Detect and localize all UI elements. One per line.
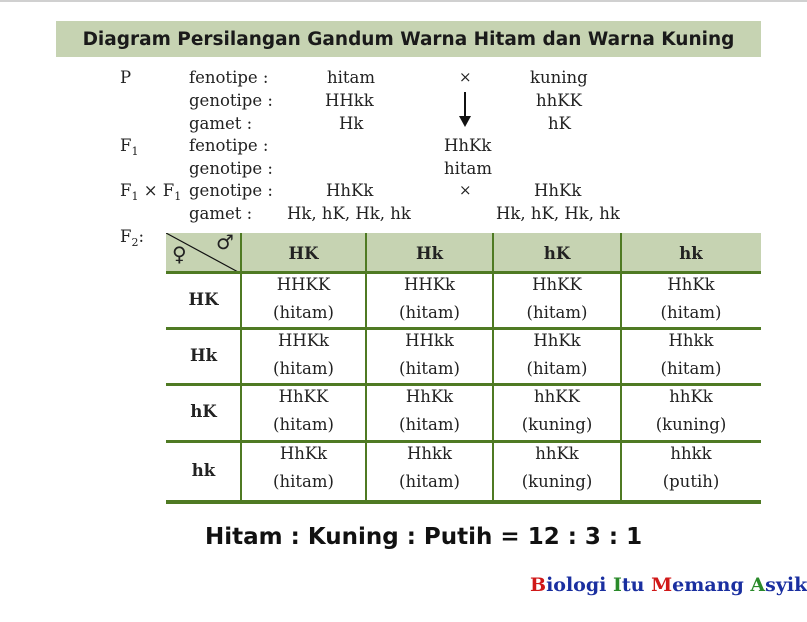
brand-word-rest: syik	[765, 574, 807, 596]
arrow-head-icon	[459, 116, 471, 127]
genotype-cell: hhkk	[670, 444, 712, 463]
phenotype-cell: (hitam)	[526, 359, 588, 378]
genotype-cell: HhKk	[279, 444, 328, 463]
phenotype-cell: (hitam)	[660, 303, 722, 322]
f1xf1-label	[120, 181, 182, 203]
f1xf1-f: F	[120, 181, 132, 200]
genotype-cell: hhKk	[669, 387, 713, 406]
row-header: Hk	[189, 345, 218, 365]
f2-label	[120, 227, 145, 249]
genotype-cell: HhKk	[405, 387, 454, 406]
phenotype-cell: (hitam)	[273, 303, 334, 322]
brand-word-initial: B	[530, 574, 547, 596]
genotype-cell: HhKK	[532, 275, 582, 294]
f1-genotipe: HhKk	[444, 136, 492, 155]
col-header: hk	[679, 243, 703, 263]
f1xf1-gamet-right: Hk, hK, Hk, hk	[496, 204, 620, 223]
gamet-label: gamet :	[189, 114, 253, 133]
grid-vline	[240, 233, 242, 502]
genotype-cell: HHkk	[405, 331, 454, 350]
grid-hline	[166, 500, 761, 504]
phenotype-cell: (hitam)	[399, 303, 460, 322]
f1xf1-sub1: 1	[131, 190, 139, 203]
f1-label	[120, 136, 139, 158]
f1xf1-genotipe-right: HhKk	[534, 181, 582, 200]
f1-letter: F	[120, 136, 132, 155]
grid-vline	[620, 233, 622, 502]
row-header: hk	[191, 460, 216, 480]
phenotype-cell: (hitam)	[660, 359, 722, 378]
title-bar	[56, 21, 761, 57]
f1xf1-gamet-left: Hk, hK, Hk, hk	[287, 204, 411, 223]
f1xf1-genotipe-label: genotipe :	[189, 181, 273, 200]
parent2-gamet: hK	[548, 114, 571, 133]
phenotype-cell: (hitam)	[273, 359, 334, 378]
col-header: Hk	[415, 243, 444, 263]
f1xf1-cross-sign: ×	[459, 181, 472, 199]
grid-hline	[166, 383, 761, 386]
phenotype-cell: (hitam)	[273, 472, 334, 491]
genotype-cell: hhKK	[534, 387, 580, 406]
genotype-cell: hhKk	[535, 444, 579, 463]
f1xf1-gamet-label: gamet :	[189, 204, 253, 223]
phenotype-cell: (kuning)	[655, 415, 727, 434]
genotype-cell: HHKk	[277, 331, 330, 350]
parent1-fenotipe: hitam	[327, 68, 376, 87]
female-symbol-icon: ♀	[172, 242, 187, 266]
fenotipe-label: fenotipe :	[189, 68, 269, 87]
f2-subscript: 2	[131, 236, 139, 249]
parent1-genotipe: HHkk	[325, 91, 374, 110]
grid-vline	[365, 233, 367, 502]
phenotype-cell: (hitam)	[273, 415, 334, 434]
brand-word-rest: emang	[672, 574, 744, 596]
grid-hline	[166, 440, 761, 443]
male-symbol-icon: ♂	[216, 230, 234, 254]
phenotype-cell: (hitam)	[399, 472, 460, 491]
genotype-cell: HhKk	[533, 331, 581, 350]
genotype-cell: HHKK	[276, 275, 331, 294]
p-label: P	[120, 68, 132, 87]
f1-genotipe-label: genotipe :	[189, 159, 273, 178]
parent1-gamet: Hk	[339, 114, 364, 133]
diagram-title: Diagram Persilangan Gandum Warna Hitam dan Warna Kuning	[82, 28, 735, 50]
phenotype-cell: (hitam)	[399, 359, 460, 378]
arrow-down-icon	[464, 92, 466, 118]
genotype-cell: Hhkk	[668, 331, 714, 350]
phenotype-ratio: Hitam : Kuning : Putih = 12 : 3 : 1	[205, 524, 643, 550]
f1-fenotipe: hitam	[444, 159, 493, 178]
f1-fenotipe-label: fenotipe :	[189, 136, 269, 155]
phenotype-cell: (hitam)	[526, 303, 588, 322]
f2-letter: F	[120, 227, 132, 246]
phenotype-cell: (kuning)	[521, 472, 593, 491]
row-header: HK	[188, 289, 219, 309]
brand-word-rest: tu	[621, 574, 645, 596]
phenotype-cell: (hitam)	[399, 415, 460, 434]
genotype-cell: HHKk	[403, 275, 456, 294]
f2-colon: :	[138, 227, 145, 246]
parent2-genotipe: hhKK	[536, 91, 582, 110]
genotype-cell: Hhkk	[406, 444, 452, 463]
cross-sign: ×	[459, 68, 472, 86]
genotipe-label: genotipe :	[189, 91, 273, 110]
f1xf1-times: × F	[138, 181, 175, 200]
col-header: HK	[288, 243, 319, 263]
f1xf1-genotipe-left: HhKk	[326, 181, 374, 200]
parent2-fenotipe: kuning	[530, 68, 588, 87]
grid-hline	[166, 271, 761, 274]
f1xf1-sub2: 1	[174, 190, 182, 203]
brand-watermark	[530, 574, 807, 596]
genotype-cell: HhKk	[667, 275, 715, 294]
phenotype-cell: (kuning)	[521, 415, 593, 434]
f1-subscript: 1	[131, 145, 139, 158]
brand-word-rest: iologi	[546, 574, 607, 596]
brand-word-initial: M	[651, 574, 673, 596]
col-header: hK	[543, 243, 571, 263]
row-header: hK	[190, 402, 217, 421]
brand-word-initial: A	[750, 574, 766, 596]
phenotype-cell: (putih)	[662, 472, 720, 491]
brand-word-initial: I	[612, 574, 622, 596]
grid-hline	[166, 327, 761, 330]
top-border	[0, 0, 807, 2]
genotype-cell: HhKK	[278, 387, 329, 406]
grid-vline	[492, 233, 494, 502]
